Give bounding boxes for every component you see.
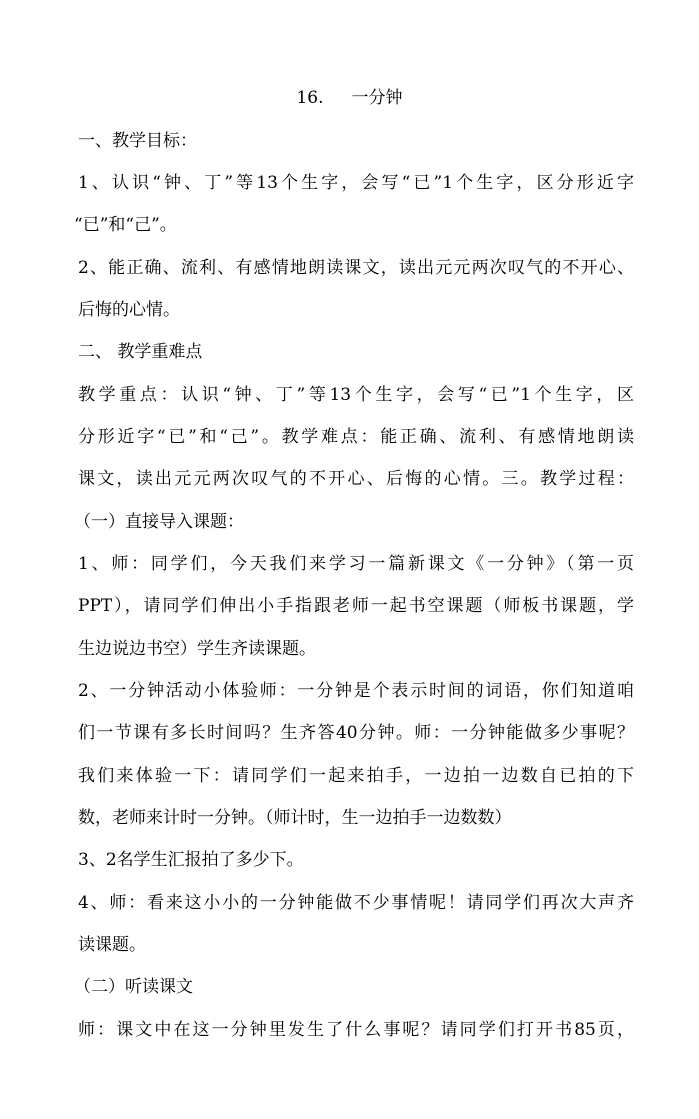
subsection-heading: （二）听读课文 (74, 977, 193, 997)
paragraph-line: 分形近字“已”和“己”。教学难点：能正确、流利、有感情地朗读 (78, 427, 634, 447)
paragraph-line: 4、师：看来这小小的一分钟能做不少事情呢！请同学们再次大声齐 (78, 893, 634, 913)
paragraph-line: 师：课文中在这一分钟里发生了什么事呢？请同学们打开书85页， (78, 1020, 634, 1040)
paragraph-line: 我们来体验一下：请同学们一起来拍手，一边拍一边数自已拍的下 (78, 766, 634, 786)
page-title (0, 87, 699, 109)
paragraph-line: 2、一分钟活动小体验师：一分钟是个表示时间的词语，你们知道咱 (78, 681, 634, 701)
lesson-title: 一分钟 (351, 88, 403, 108)
paragraph-line: 后悔的心情。 (78, 300, 180, 320)
section-heading-difficulties: 二、 教学重难点 (78, 342, 203, 362)
paragraph-line: 教学重点：认识“钟、丁”等13个生字，会写“已”1个生字，区 (78, 385, 634, 405)
subsection-heading: （一）直接导入课题： (74, 512, 244, 532)
lesson-number: 16. (296, 88, 324, 108)
paragraph-line: 1、师：同学们，今天我们来学习一篇新课文《一分钟》（第一页 (78, 554, 634, 574)
paragraph-line: “已”和“己”。 (74, 215, 177, 235)
paragraph-line: PPT），请同学们伸出小手指跟老师一起书空课题（师板书课题，学 (78, 596, 634, 616)
paragraph-line: 们一节课有多长时间吗？生齐答40分钟。师：一分钟能做多少事呢？ (78, 723, 634, 743)
paragraph-line: 2、能正确、流利、有感情地朗读课文，读出元元两次叹气的不开心、 (78, 258, 634, 278)
paragraph-line: 生边说边书空）学生齐读课题。 (78, 639, 316, 659)
paragraph-line: 3、2名学生汇报拍了多少下。 (78, 850, 304, 870)
paragraph-line: 读课题。 (78, 935, 146, 955)
paragraph-line: 课文，读出元元两次叹气的不开心、后悔的心情。三。教学过程： (78, 469, 634, 489)
paragraph-line: 1、认识“钟、丁”等13个生字，会写“已”1个生字，区分形近字 (78, 173, 634, 193)
section-heading-goals: 一、教学目标： (78, 131, 197, 151)
paragraph-line: 数，老师来计时一分钟。（师计时，生一边拍手一边数数） (78, 808, 512, 828)
